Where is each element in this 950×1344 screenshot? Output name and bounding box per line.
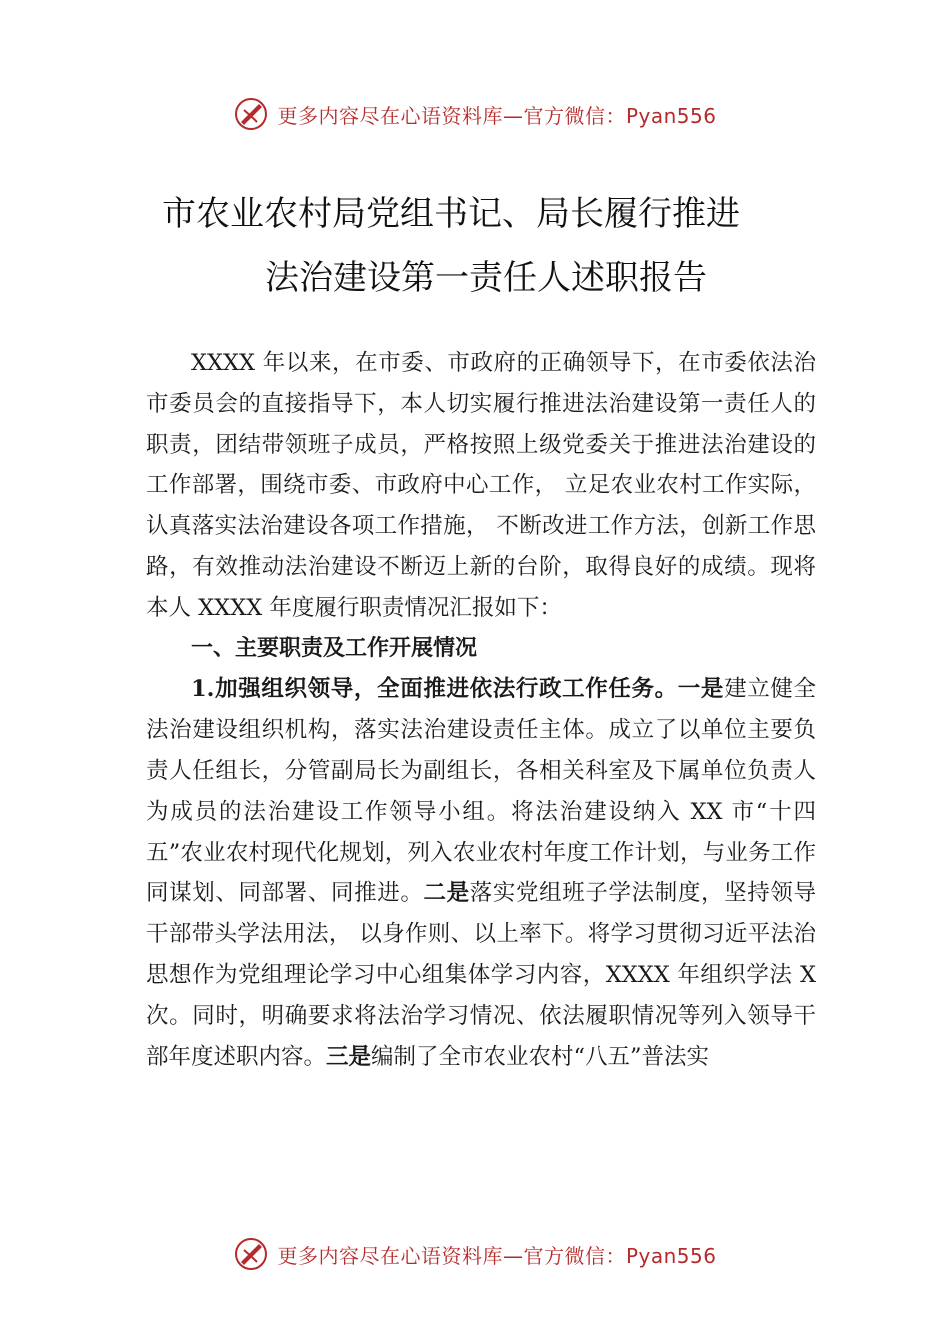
pen-scroll-icon — [233, 1236, 269, 1272]
section-heading: 一、主要职责及工作开展情况 — [191, 635, 478, 661]
document-title-line1: 市农业农村局党组书记、局长履行推进 — [162, 194, 740, 234]
first-text: 建立健全法治建设组织机构，落实法治建设责任主体。成立了以单位主要负责人任组长，分管副局长为副组长，各相关科室及下属单位负责人为成员的法治建设工作领导小组。将法治建设纳入 XX 市“十四五”农业农村现代化规划，列入农业农村年度工作计划，与业务工作同谋划、同部署、同推进。 — [146, 676, 816, 907]
section-paragraph — [146, 669, 816, 1077]
item-title: 1.加强组织领导，全面推进依法行政工作任务。 — [191, 676, 678, 703]
third-text: 编制了全市农业农村“八五”普法实 — [371, 1043, 710, 1070]
document-title-line2: 法治建设第一责任人述职报告 — [265, 258, 707, 298]
first-label: 一是 — [677, 676, 725, 703]
second-label: 二是 — [423, 880, 470, 907]
third-label: 三是 — [326, 1043, 372, 1070]
footer-watermark — [0, 1232, 950, 1276]
header-watermark — [0, 92, 950, 136]
second-text: 落实党组班子学法制度，坚持领导干部带头学法用法， 以身作则、以上率下。将学习贯彻习近平法治思想作为党组理论学习中心组集体学习内容，XXXX 年组织学法 X 次。同时，明确要求将法治学习情况、依法履职情况等列入领导干部年度述职内容。 — [146, 880, 816, 1070]
watermark-text: 更多内容尽在心语资料库—官方微信：Pyan556 — [277, 103, 717, 128]
pen-scroll-icon — [233, 96, 269, 132]
document-body — [146, 343, 816, 1077]
intro-paragraph: XXXX 年以来，在市委、市政府的正确领导下，在市委依法治市委员会的直接指导下，本人切实履行推进法治建设第一责任人的职责，团结带领班子成员，严格按照上级党委关于推进法治建设的工作部署，围绕市委、市政府中心工作， 立足农业农村工作实际，认真落实法治建设各项工作措施， 不断改进工作方法，创新工作思路，有效推动法治建设不断迈上新的台阶，取得良好的成绩。现将本人 XXXX 年度履行职责情况汇报如下： — [146, 350, 816, 621]
watermark-text: 更多内容尽在心语资料库—官方微信：Pyan556 — [277, 1243, 717, 1268]
